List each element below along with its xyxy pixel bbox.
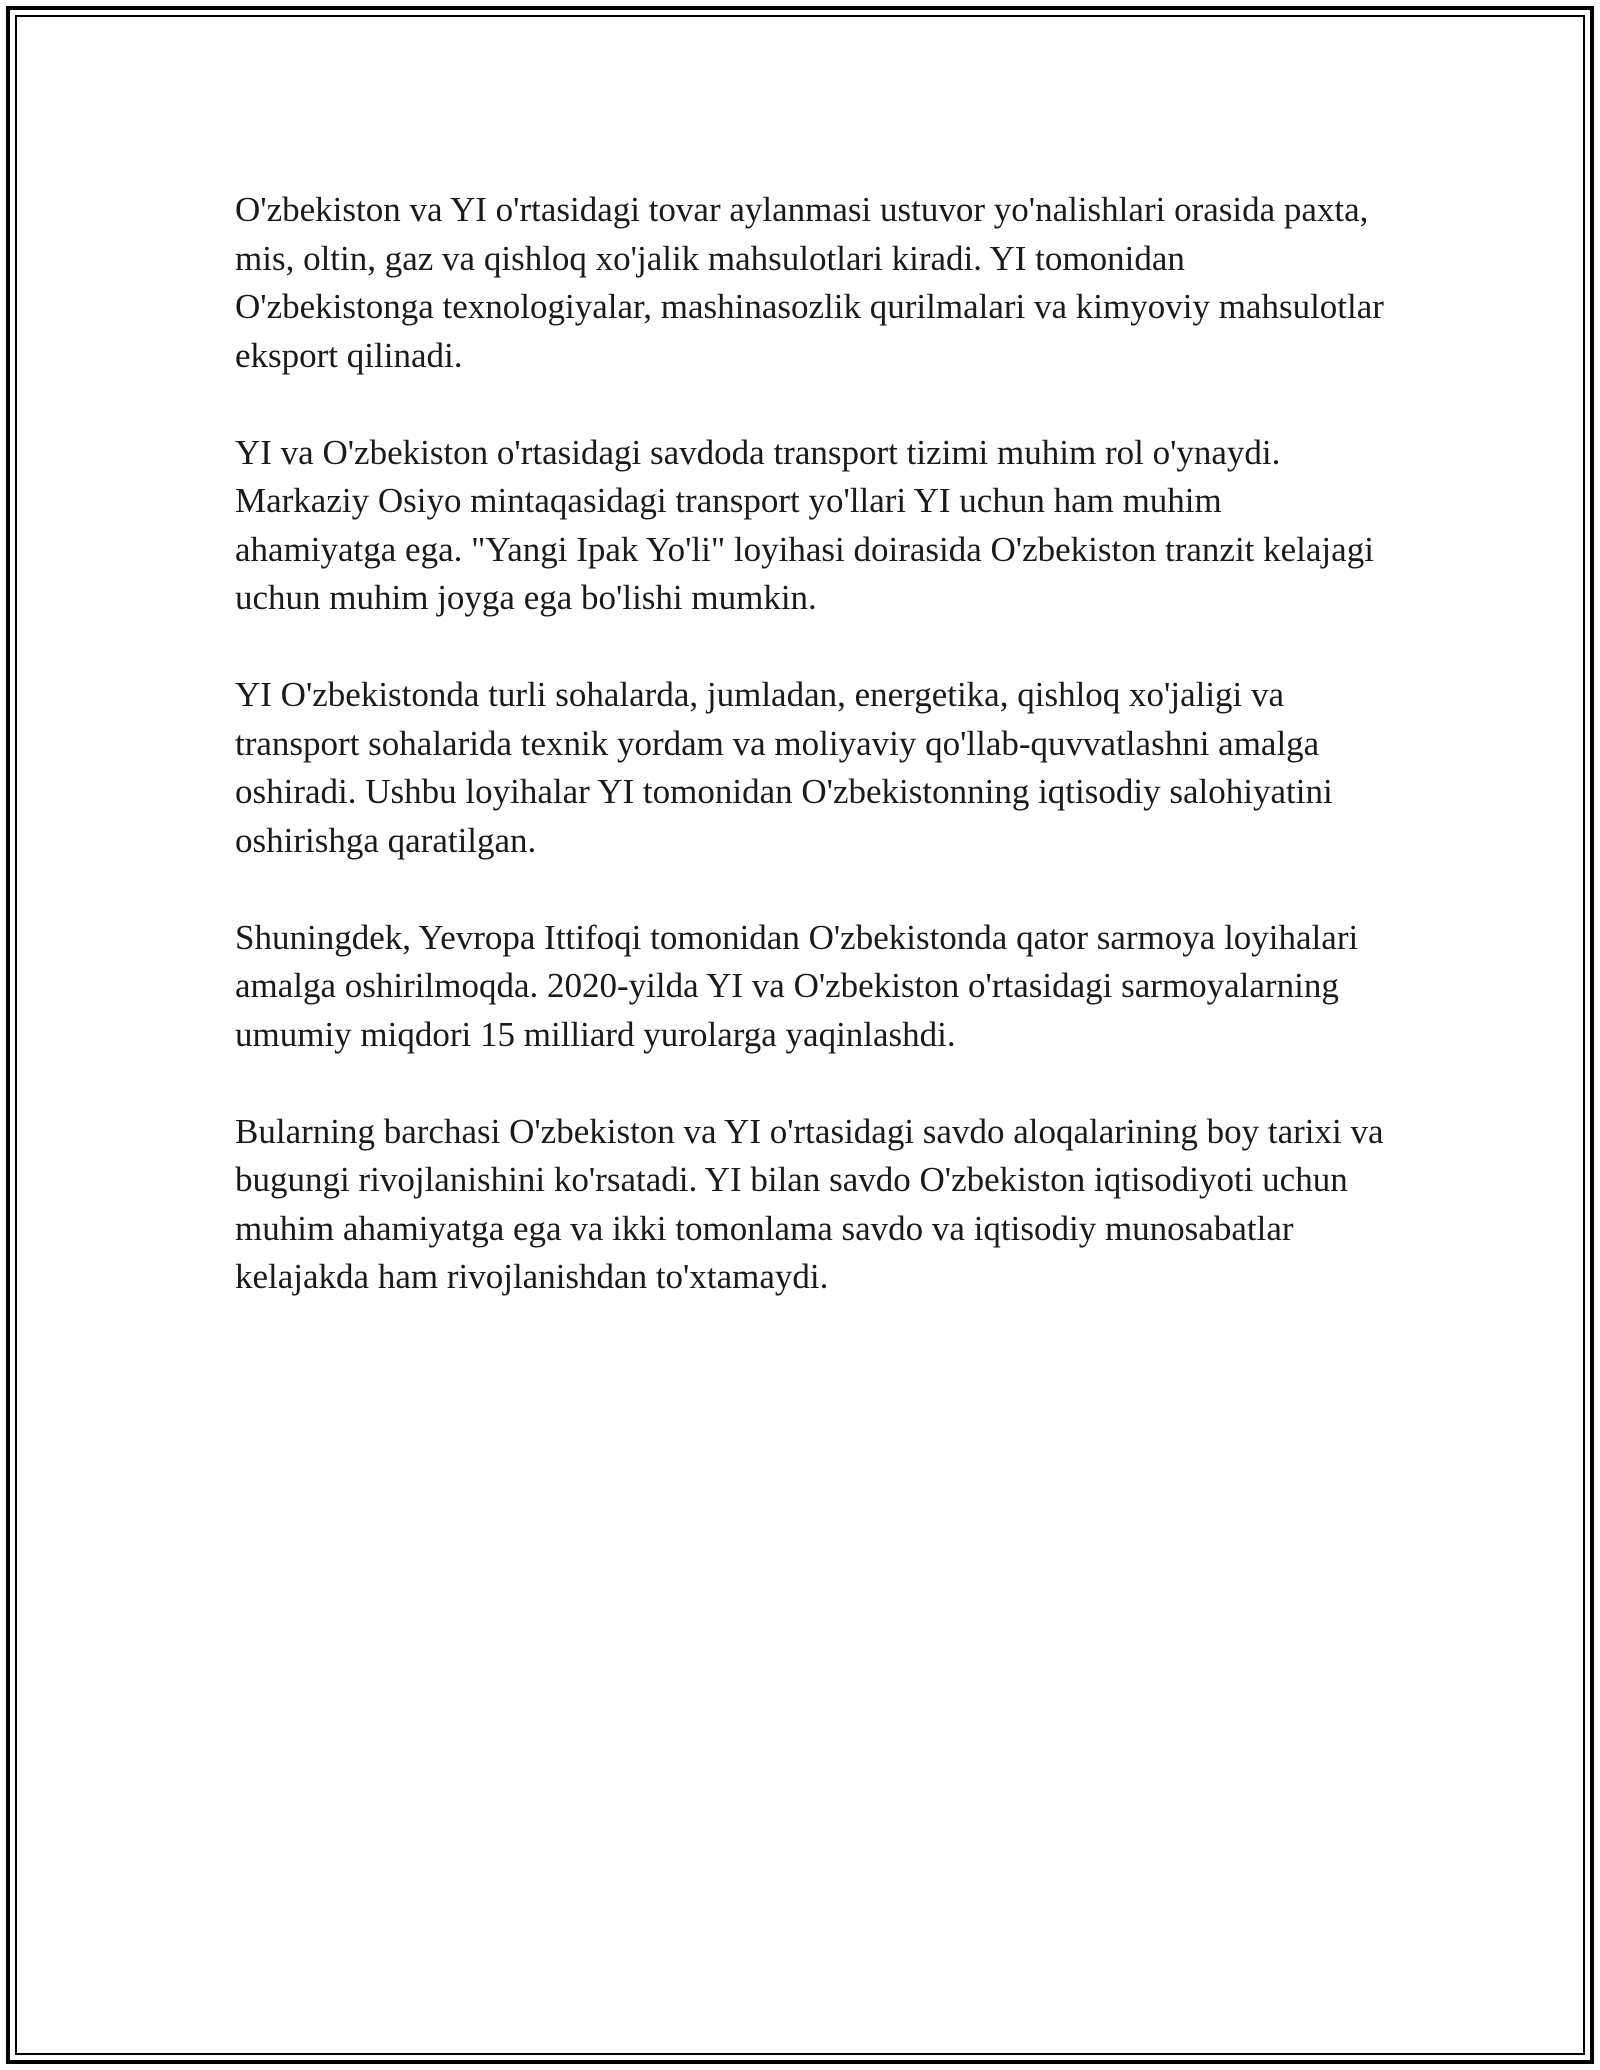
- paragraph-4: Shuningdek, Yevropa Ittifoqi tomonidan O'zbekistonda qator sarmoya loyihalari amalga oshirilmoqda. 2020-yilda YI va O'zbekiston o'rtasidagi sarmoyalarning umumiy miqdori 15 milliard yurolarga yaqinlashdi.: [235, 917, 1359, 1054]
- paragraph-5: Bularning barchasi O'zbekiston va YI o'rtasidagi savdo aloqalarining boy tarixi va bugungi rivojlanishini ko'rsatadi. YI bilan savdo O'zbekiston iqtisodiyoti uchun muhim ahamiyatga ega va ikki tomonlama savdo va iqtisodiy munosabatlar kelajakda ham rivojlanishdan to'xtamaydi.: [235, 1111, 1384, 1296]
- paragraph-3: YI O'zbekistonda turli sohalarda, jumladan, energetika, qishloq xo'jaligi va transport sohalarida texnik yordam va moliyaviy qo'llab-quvvatlashni amalga oshiradi. Ushbu loyihalar YI tomonidan O'zbekistonning iqtisodiy salohiyatini oshirishga qaratilgan.: [235, 675, 1333, 860]
- paragraph-2: YI va O'zbekiston o'rtasidagi savdoda transport tizimi muhim rol o'ynaydi. Markaziy Osiyo mintaqasidagi transport yo'llari YI uchun ham muhim ahamiyatga ega. "Yangi Ipak Yo'li" loyihasi doirasida O'zbekiston tranzit kelajagi uchun muhim joyga ega bo'lishi mumkin.: [235, 432, 1374, 617]
- document-body: [235, 186, 1385, 1350]
- paragraph-1: O'zbekiston va YI o'rtasidagi tovar aylanmasi ustuvor yo'nalishlari orasida paxta, mis, oltin, gaz va qishloq xo'jalik mahsulotlari kiradi. YI tomonidan O'zbekistonga texnologiyalar, mashinasozlik qurilmalari va kimyoviy mahsulotlar eksport qilinadi.: [235, 190, 1384, 375]
